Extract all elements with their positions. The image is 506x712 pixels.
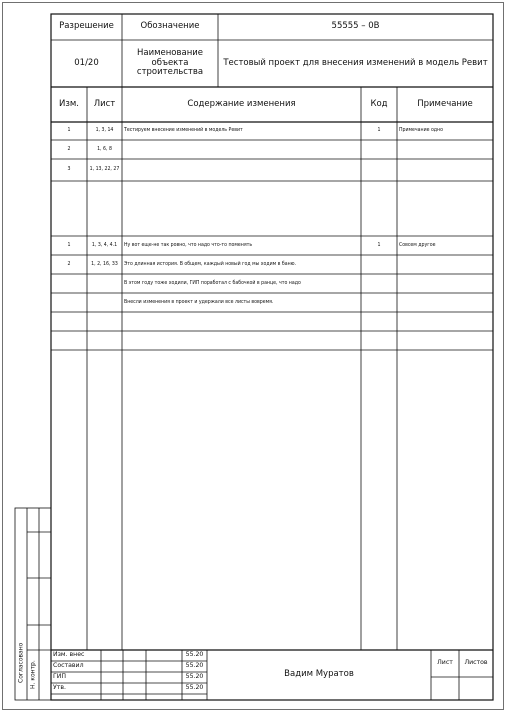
stamp-role: Составил — [53, 662, 84, 670]
table-row-sheet: 1, 6, 8 — [97, 145, 112, 152]
table-row-change-no: 2 — [67, 145, 71, 152]
table-row-change-no: 2 — [67, 260, 71, 267]
header-sheet: Лист — [93, 98, 116, 109]
stamp-role: ГИП — [53, 673, 67, 681]
table-row-note: Примечание одно — [399, 127, 443, 134]
table-row-content: Ну вот еще-не так ровно, что надо что-то поменять — [124, 241, 253, 248]
table-row-change-no: 3 — [67, 166, 71, 173]
stamp-date: 55.20 — [185, 673, 204, 681]
project-name: Тестовый проект для внесения изменений в модель Ревит — [223, 57, 488, 68]
stamp-role: Утв. — [53, 684, 66, 692]
table-row-content: Тестируем внесение изменений в модель Ревит — [124, 127, 243, 134]
table-row-sheet: 1, 3, 14 — [95, 127, 114, 134]
agreed-label: Согласовано — [17, 642, 25, 683]
header-content: Содержание изменения — [187, 98, 296, 109]
sheet-label: Лист — [437, 659, 453, 667]
table-row-content: Это длинная история. В общем, каждый новый год мы ходим в баню. — [124, 260, 297, 267]
designation-label: Обозначение — [140, 21, 200, 32]
table-row-content: В этом году тоже ходили, ГИП поработал с бабочкой в ранце, что надо — [124, 279, 301, 286]
permission-label: Разрешение — [59, 21, 114, 32]
table-row-sheet: 1, 3, 4, 4.1 — [91, 241, 118, 248]
table-row-code: 1 — [377, 241, 381, 248]
permission-value: 01/20 — [74, 57, 99, 68]
table-row-code: 1 — [377, 127, 381, 134]
table-row-content: Внесли изменения в проект и удержали все листы вовремя. — [124, 298, 274, 305]
designation-value: 55555 – 0В — [331, 21, 380, 32]
stamp-date: 55.20 — [185, 684, 204, 692]
stamp-role: Изм. внес — [53, 651, 85, 659]
stamp-date: 55.20 — [185, 662, 204, 670]
object-name-label: Наименование объекта строительства — [136, 48, 204, 78]
stamp-date: 55.20 — [185, 651, 204, 659]
table-row-sheet: 1, 13, 22, 27 — [89, 166, 120, 173]
header-change-no: Изм. — [59, 98, 79, 109]
table-row-change-no: 1 — [67, 127, 71, 134]
table-row-change-no: 1 — [67, 241, 71, 248]
author-name: Вадим Муратов — [284, 669, 354, 680]
table-row-sheet: 1, 2, 16, 33 — [91, 260, 118, 267]
norm-control-label: Н. контр. — [29, 660, 37, 690]
table-row-note: Совсем другое — [399, 241, 436, 248]
header-note: Примечание — [417, 98, 473, 109]
header-code: Код — [370, 98, 388, 109]
sheets-label: Листов — [464, 659, 488, 667]
